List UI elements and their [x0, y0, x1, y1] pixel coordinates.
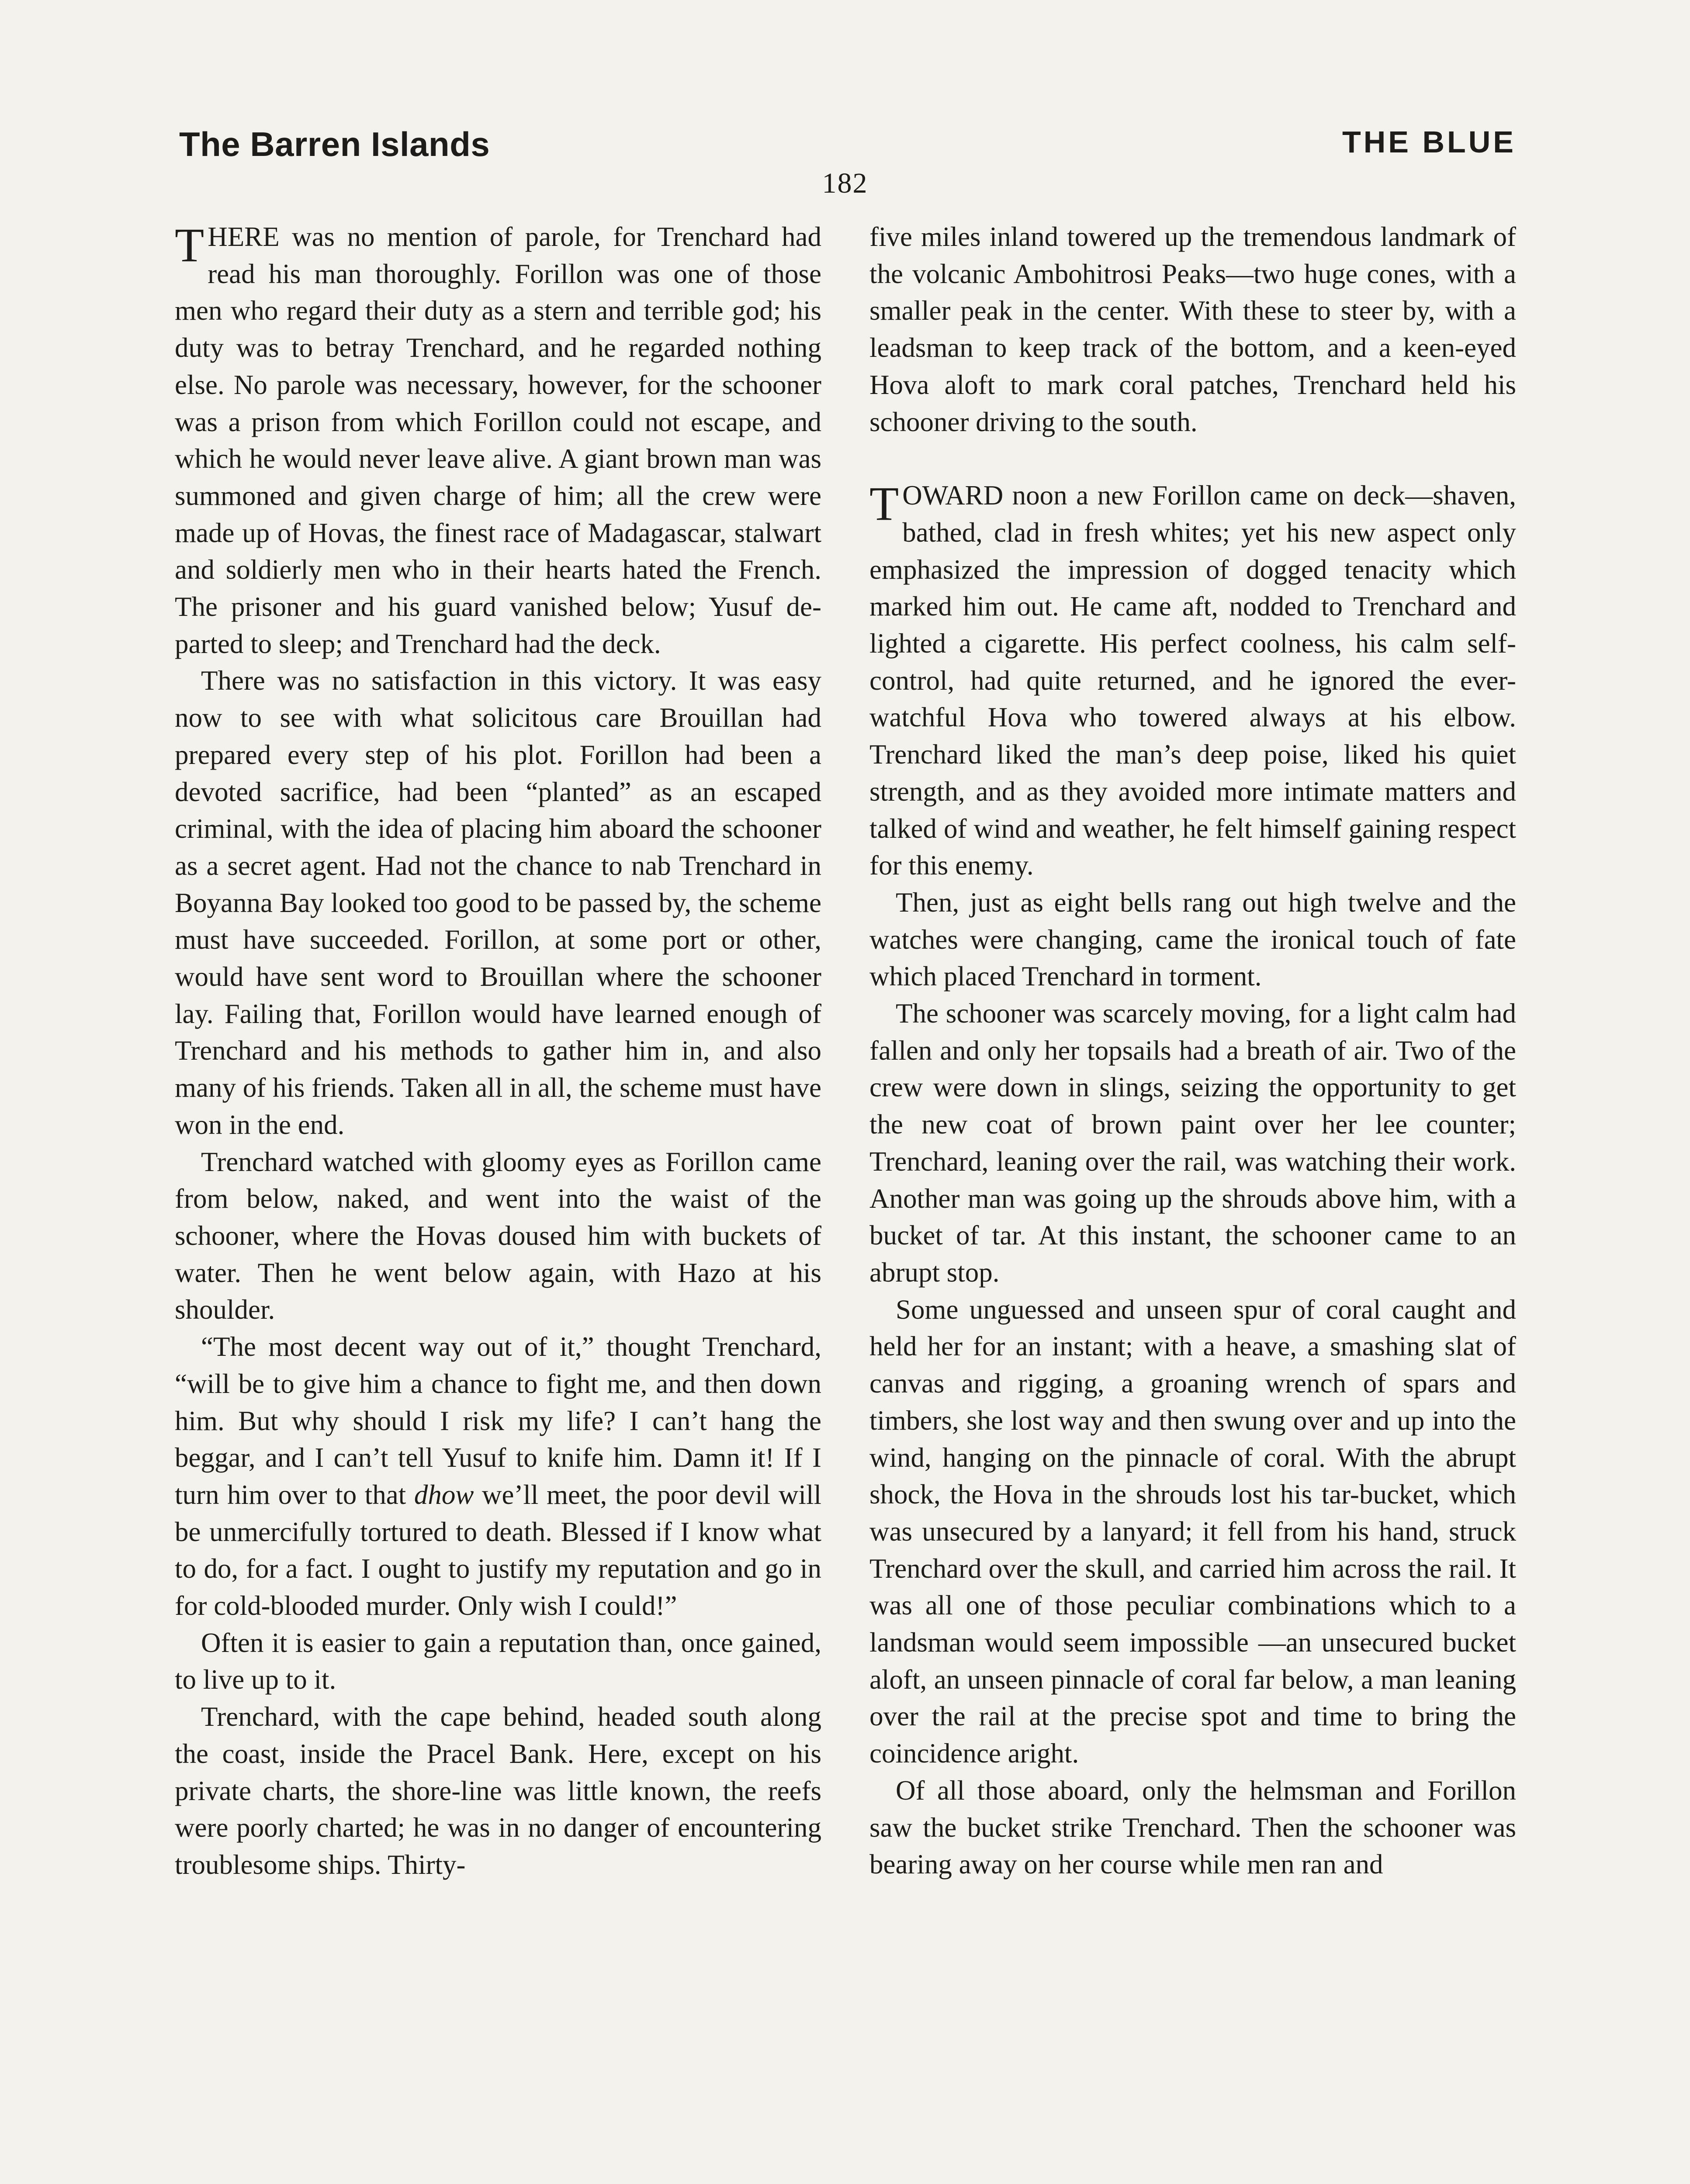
- paragraph-text: “The most decent way out of it,” thought Trenchard, “will be to give him a chance to fight me, and then down him. But why should I risk my life? I can’t hang the beggar, and I can’t tell Yusuf to knife him. Damn it! If I turn him over to that: [175, 1331, 821, 1510]
- paragraph: There was no satisfaction in this victory. It was easy now to see with what solicitous care Brouillan had prepared every step of his plot. Forillon had been a devoted sacrifice, had been “planted” as an escaped criminal, with the idea of placing him aboard the schooner as a secret agent. Had not the chance to nab Trenchard in Boyanna Bay looked too good to be passed by, the scheme must have succeeded. Forillon, at some port or other, would have sent word to Brouillan where the schooner lay. Failing that, Forillon would have learned enough of Trenchard and his methods to gather him in, and also many of his friends. Taken all in all, the scheme must have won in the end.: [175, 665, 821, 1140]
- magazine-title: THE BLUE: [1342, 125, 1516, 159]
- paragraph: THERE was no mention of parole, for Trenchard had read his man thoroughly. Forillon was one of those men who regard their duty as a stern and terrible god; his duty was to betray Trenchard, and he regarded nothing else. No parole was necessary, however, for the schooner was a prison from which Forillon could not escape, and which he would never leave alive. A giant brown man was summoned and given charge of him; all the crew were made up of Hovas, the finest race of Madagascar, stalwart and soldierly men who in their hearts hated the French. The prisoner and his guard vanished below; Yusuf departed to sleep; and Trenchard had the deck.: [175, 218, 821, 659]
- page-number: 182: [822, 167, 868, 199]
- paragraph: [175, 1328, 821, 1624]
- paragraph: Trenchard, with the cape behind, headed south along the coast, inside the Pracel Bank. Here, except on his private charts, the shore-line was little known, the reefs were poorly charted; he was in no danger of encountering troublesome ships. Thirty-: [175, 1701, 821, 1880]
- left-column: [175, 218, 821, 1883]
- paragraph: Of all those aboard, only the helmsman and Forillon saw the bucket strike Trenchard. Then the schooner was bearing away on her course while men ran and: [869, 1775, 1516, 1880]
- text-columns: [175, 218, 1525, 2184]
- paragraph: Often it is easier to gain a reputation than, once gained, to live up to it.: [175, 1627, 821, 1695]
- paragraph-text: we’ll meet, the poor devil will be unmercifully tortured to death. Blessed if I know what to do, for a fact. I ought to justify my reputation and go in for cold-blooded murder. Only wish I could!”: [175, 1479, 821, 1621]
- running-header: [179, 124, 1516, 173]
- paragraph: five miles inland towered up the tremendous landmark of the volcanic Ambohitrosi Peaks—two huge cones, with a smaller peak in the center. With these to steer by, with a leadsman to keep track of the bottom, and a keen-eyed Hova aloft to mark coral patches, Trenchard held his schooner driving to the south.: [869, 221, 1516, 437]
- story-title: The Barren Islands: [179, 125, 490, 163]
- paragraph: Then, just as eight bells rang out high twelve and the watches were changing, came the ironical touch of fate which placed Trenchard in torment.: [869, 887, 1516, 992]
- paragraph: TOWARD noon a new Forillon came on deck—shaven, bathed, clad in fresh whites; yet his new aspect only emphasized the impression of dogged tenacity which marked him out. He came aft, nodded to Trenchard and lighted a cigarette. His perfect coolness, his calm self-control, had quite returned, and he ignored the ever-watchful Hova who towered always at his elbow. Trenchard liked the man’s deep poise, liked his quiet strength, and as they avoided more intimate matters and talked of wind and weather, he felt himself gaining respect for this enemy.: [869, 477, 1516, 881]
- paragraph: Some unguessed and unseen spur of coral caught and held her for an instant; with a heave, a smashing slat of canvas and rigging, a groaning wrench of spars and timbers, she lost way and then swung over and up into the wind, hanging on the pinnacle of coral. With the abrupt shock, the Hova in the shrouds lost his tar-bucket, which was unsecured by a lanyard; it fell from his hand, struck Trenchard over the skull, and carried him across the rail. It was all one of those peculiar combinations which to a landsman would seem impossible —an unsecured bucket aloft, an unseen pinnacle of coral far below, a man leaning over the rail at the precise spot and time to bring the coincidence aright.: [869, 1294, 1516, 1769]
- paragraph: Trenchard watched with gloomy eyes as Forillon came from below, naked, and went into the waist of the schooner, where the Hovas doused him with buckets of water. Then he went below again, with Hazo at his shoulder.: [175, 1146, 821, 1325]
- right-column: [869, 218, 1516, 1883]
- italic-word: dhow: [414, 1479, 474, 1510]
- paragraph: The schooner was scarcely moving, for a light calm had fallen and only her topsails had a breath of air. Two of the crew were down in slings, seizing the opportunity to get the new coat of brown paint over her lee counter; Trenchard, leaning over the rail, was watching their work. Another man was going up the shrouds above him, with a bucket of tar. At this instant, the schooner came to an abrupt stop.: [869, 998, 1516, 1288]
